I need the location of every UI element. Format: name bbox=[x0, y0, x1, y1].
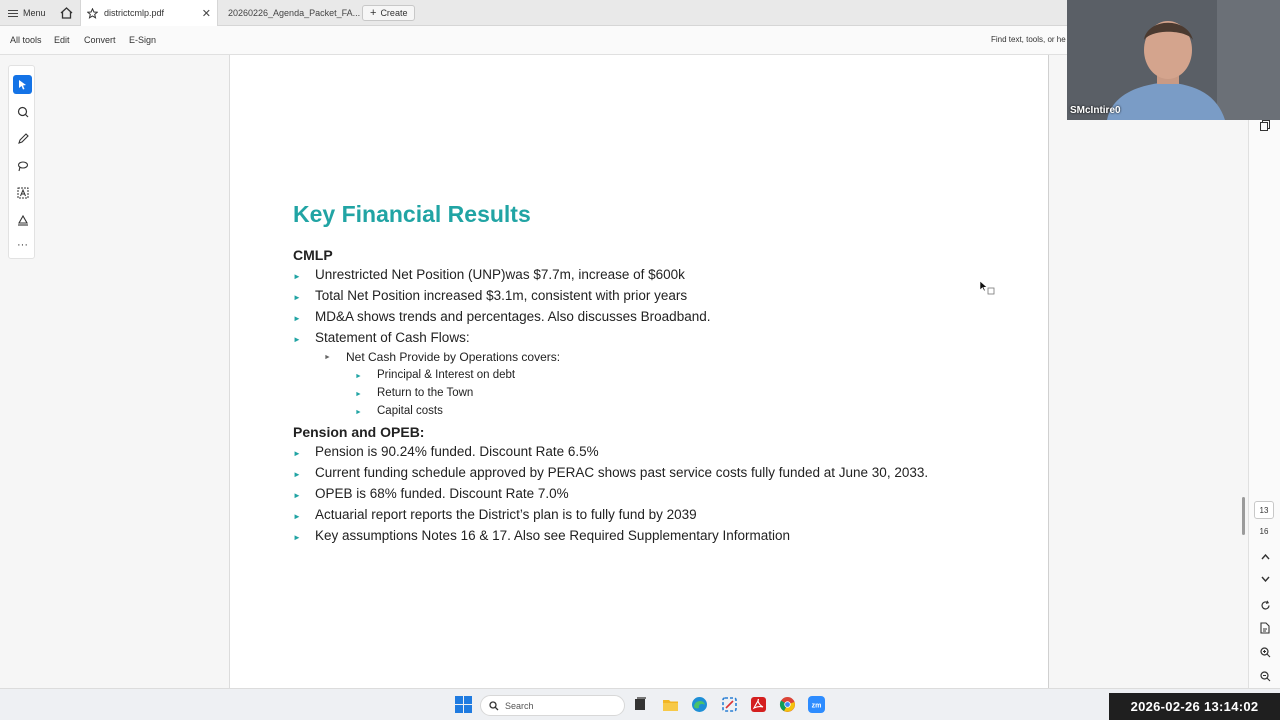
bullet-arrow-icon: ► bbox=[293, 491, 301, 500]
text-box-icon bbox=[17, 187, 29, 199]
text-tool[interactable] bbox=[13, 183, 32, 202]
bullet-arrow-icon: ► bbox=[293, 272, 301, 281]
cursor-arrow-icon bbox=[17, 79, 28, 90]
bullet-arrow-icon: ► bbox=[293, 470, 301, 479]
close-tab-icon[interactable]: ✕ bbox=[201, 7, 211, 20]
sub-bullet-item: Net Cash Provide by Operations covers: bbox=[346, 350, 561, 364]
home-button[interactable] bbox=[58, 0, 74, 26]
zoom-app-icon[interactable] bbox=[808, 696, 825, 713]
section-heading-pension: Pension and OPEB: bbox=[293, 424, 425, 440]
refresh-icon[interactable] bbox=[1257, 597, 1273, 613]
sub-bullet-arrow-icon: ► bbox=[324, 354, 331, 361]
tab-esign[interactable]: E-Sign bbox=[129, 35, 157, 45]
sign-tool[interactable] bbox=[13, 210, 32, 229]
subsub-bullet-item: Capital costs bbox=[377, 405, 443, 417]
comment-tool[interactable] bbox=[13, 102, 32, 121]
task-view-icon[interactable] bbox=[632, 696, 649, 713]
tab-districtcmlp[interactable] bbox=[80, 0, 218, 26]
participant-name: SMcIntire0 bbox=[1070, 105, 1121, 116]
more-tools-icon[interactable]: ··· bbox=[17, 238, 28, 251]
tab-edit[interactable]: Edit bbox=[54, 35, 70, 45]
menu-label: Menu bbox=[23, 8, 46, 18]
bullet-arrow-icon: ► bbox=[355, 409, 362, 416]
bullet-item: Total Net Position increased $3.1m, consistent with prior years bbox=[315, 288, 688, 303]
acrobat-icon[interactable] bbox=[750, 696, 767, 713]
current-page-input[interactable]: 13 bbox=[1254, 501, 1274, 519]
subsub-bullet-item: Principal & Interest on debt bbox=[377, 369, 516, 381]
bullet-arrow-icon: ► bbox=[293, 314, 301, 323]
chevron-up-icon[interactable] bbox=[1257, 549, 1273, 565]
windows-taskbar bbox=[0, 688, 1280, 720]
bullet-item: Statement of Cash Flows: bbox=[315, 330, 470, 345]
taskbar-search[interactable] bbox=[480, 695, 625, 716]
bullet-arrow-icon: ► bbox=[293, 533, 301, 542]
tab-label: districtcmlp.pdf bbox=[104, 8, 165, 18]
chrome-icon[interactable] bbox=[779, 696, 796, 713]
file-explorer-icon[interactable] bbox=[662, 696, 679, 713]
bullet-item: Unrestricted Net Position (UNP)was $7.7m, increase of $600k bbox=[315, 267, 685, 282]
find-tools-search[interactable]: Find text, tools, or he bbox=[991, 35, 1066, 44]
home-icon bbox=[60, 7, 73, 19]
star-icon[interactable] bbox=[87, 8, 98, 19]
right-pane bbox=[1049, 55, 1248, 688]
bullet-item: Pension is 90.24% funded. Discount Rate 6.5% bbox=[315, 444, 599, 459]
bullet-item: MD&A shows trends and percentages. Also discusses Broadband. bbox=[315, 309, 711, 324]
participant-video[interactable] bbox=[1067, 0, 1280, 120]
pdf-page bbox=[230, 55, 1049, 688]
create-button[interactable] bbox=[362, 5, 415, 21]
lasso-icon bbox=[17, 160, 29, 172]
page-title: Key Financial Results bbox=[293, 201, 531, 227]
bullet-arrow-icon: ► bbox=[293, 335, 301, 344]
bullet-arrow-icon: ► bbox=[293, 449, 301, 458]
bullet-arrow-icon: ► bbox=[355, 391, 362, 398]
page-settings-icon[interactable] bbox=[1257, 620, 1273, 636]
participant-silhouette bbox=[1067, 0, 1280, 120]
tab-all-tools[interactable]: All tools bbox=[10, 35, 42, 45]
chevron-down-icon[interactable] bbox=[1257, 571, 1273, 587]
total-pages: 16 bbox=[1259, 527, 1269, 536]
zoom-out-icon[interactable] bbox=[1257, 668, 1273, 684]
draw-tool[interactable] bbox=[13, 156, 32, 175]
hamburger-icon bbox=[8, 10, 18, 17]
right-rail bbox=[1248, 55, 1280, 688]
tab-label: 20260226_Agenda_Packet_FA... bbox=[228, 8, 361, 18]
bullet-arrow-icon: ► bbox=[293, 512, 301, 521]
tab-agenda-packet[interactable] bbox=[222, 0, 361, 26]
subsub-bullet-item: Return to the Town bbox=[377, 387, 474, 399]
bullet-item: Current funding schedule approved by PERAC shows past service costs fully funded at June 30, 2033. bbox=[315, 465, 929, 480]
highlight-tool[interactable] bbox=[13, 129, 32, 148]
tab-convert[interactable]: Convert bbox=[84, 35, 116, 45]
comment-zoom-icon bbox=[17, 106, 29, 118]
datetime-overlay: 2026-02-26 13:14:02 bbox=[1109, 693, 1280, 720]
bullet-item: Actuarial report reports the District’s plan is to fully fund by 2039 bbox=[315, 507, 697, 522]
create-label: Create bbox=[380, 8, 408, 18]
bullet-arrow-icon: ► bbox=[355, 373, 362, 380]
windows-start-icon[interactable] bbox=[455, 696, 472, 713]
section-heading-cmlp: CMLP bbox=[293, 247, 333, 263]
zoom-in-icon[interactable] bbox=[1257, 644, 1273, 660]
left-pane bbox=[0, 55, 230, 688]
fill-sign-icon bbox=[17, 214, 29, 226]
pen-icon bbox=[17, 133, 29, 145]
edge-browser-icon[interactable] bbox=[691, 696, 708, 713]
mouse-cursor-icon bbox=[979, 280, 997, 298]
bullet-item: Key assumptions Notes 16 & 17. Also see Required Supplementary Information bbox=[315, 528, 791, 543]
select-tool[interactable] bbox=[13, 75, 32, 94]
svg-text:zm: zm bbox=[811, 702, 822, 710]
search-icon bbox=[489, 701, 499, 711]
plus-icon: + bbox=[370, 7, 377, 19]
snipping-tool-icon[interactable] bbox=[721, 696, 738, 713]
search-placeholder: Search bbox=[505, 700, 534, 711]
scrollbar-thumb[interactable] bbox=[1242, 497, 1245, 535]
bullet-arrow-icon: ► bbox=[293, 293, 301, 302]
menu-button[interactable] bbox=[8, 0, 46, 26]
quick-tools-strip bbox=[8, 65, 35, 259]
bullet-item: OPEB is 68% funded. Discount Rate 7.0% bbox=[315, 486, 569, 501]
